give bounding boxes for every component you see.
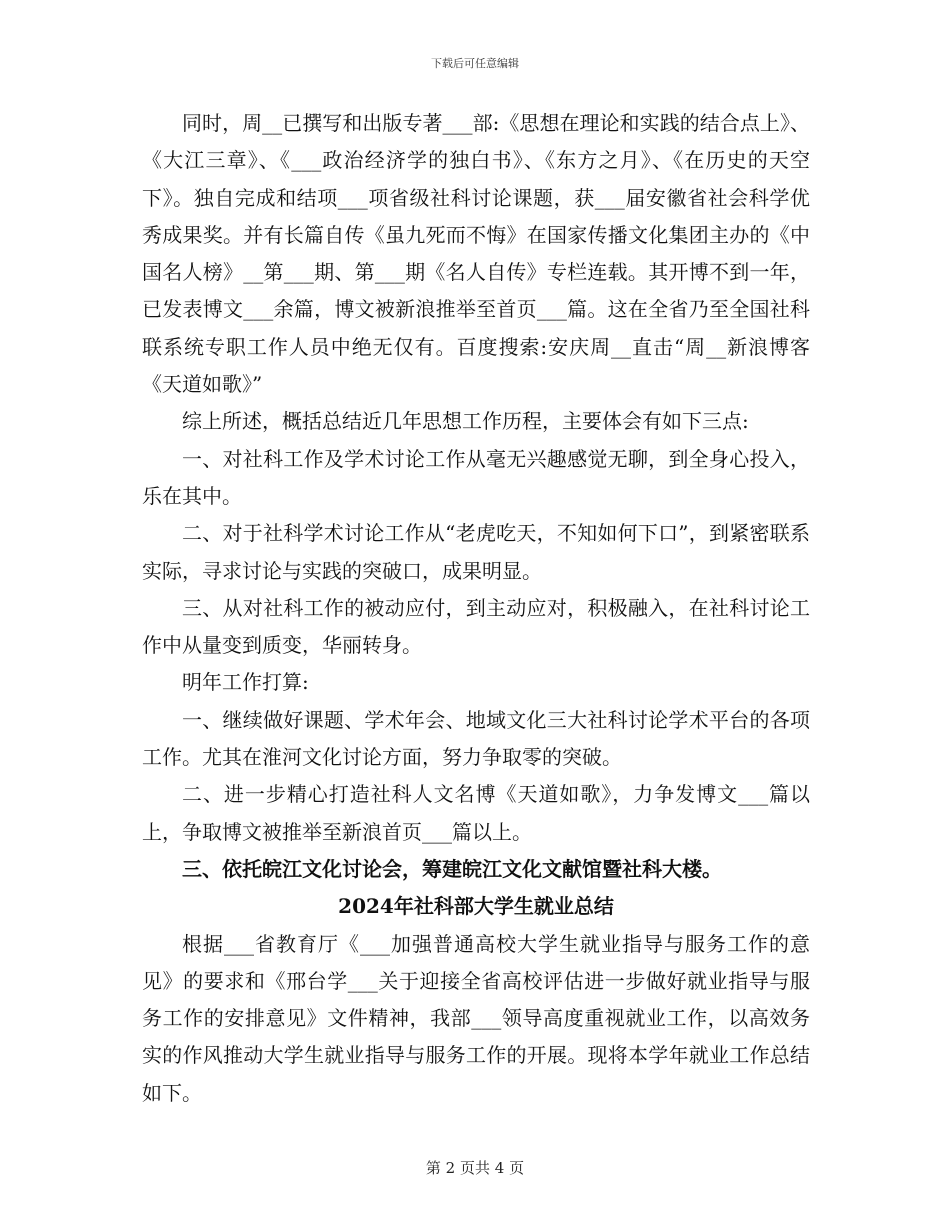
paragraph-bold: 三、依托皖江文化讨论会，筹建皖江文化文献馆暨社科大楼。 [182,856,722,881]
paragraph: 一、对社科工作及学术讨论工作从毫无兴趣感觉无聊，到全身心投入，乐在其中。 [142,446,810,508]
page-header: 下载后可任意编辑 [431,57,519,70]
paragraph: 三、从对社科工作的被动应付，到主动应对，积极融入，在社科讨论工作中从量变到质变，华丽转身。 [142,595,810,658]
paragraph: 二、进一步精心打造社科人文名博《天道如歌》，力争发博文___篇以上，争取博文被推举至新浪首页___篇以上。 [142,782,810,844]
paragraph: 同时，周__已撰写和出版专著___部:《思想在理论和实践的结合点上》、《大江三章》、《___政治经济学的独白书》、《东方之月》、《在历史的天空下》。独自完成和结项___项省级社科讨论课题，获___届安徽省社会科学优秀成果奖。并有长篇自传《虽九死而不悔》在国家传播文化集团主办的《中国名人榜》__第___期、第___期《名人自传》专栏连载。其开博不到一年，已发表博文___余篇，博文被新浪推举至首页___篇。这在全省乃至全国社科联系统专职工作人员中绝无仅有。百度搜索:安庆周__直击“周__新浪博客《天道如歌》” [142,111,810,397]
paragraph: 一、继续做好课题、学术年会、地域文化三大社科讨论学术平台的各项工作。尤其在淮河文化讨论方面，努力争取零的突破。 [142,707,810,770]
paragraph: 根据___省教育厅《___加强普通高校大学生就业指导与服务工作的意见》的要求和《邢台学___关于迎接全省高校评估进一步做好就业指导与服务工作的安排意见》文件精神，我部___领导高度重视就业工作，以高效务实的作风推动大学生就业指导与服务工作的开展。现将本学年就业工作总结如下。 [142,931,810,1105]
paragraph: 明年工作打算: [182,670,309,695]
section-title: 2024年社科部大学生就业总结 [338,894,614,919]
paragraph: 二、对于社科学术讨论工作从“老虎吃天，不知如何下口”，到紧密联系实际，寻求讨论与实践的突破口，成果明显。 [142,521,810,583]
page-footer: 第 2 页共 4 页 [425,1159,525,1177]
document-body [142,105,810,1112]
paragraph: 综上所述，概括总结近几年思想工作历程，主要体会有如下三点: [182,409,749,434]
